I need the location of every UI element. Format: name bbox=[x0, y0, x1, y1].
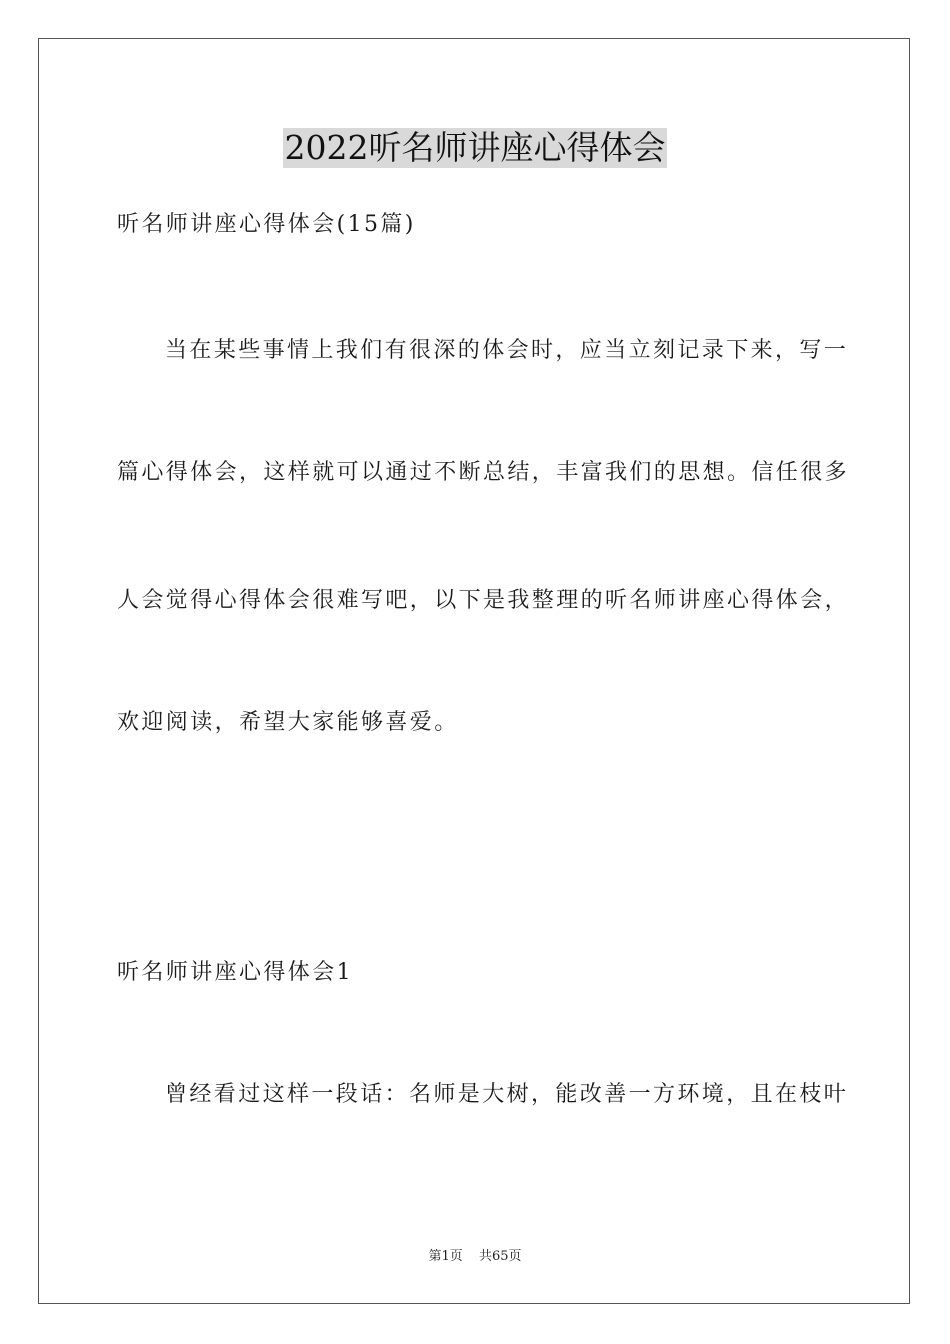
intro-line-4: 欢迎阅读，希望大家能够喜爱。 bbox=[117, 710, 459, 735]
page-footer bbox=[0, 1248, 950, 1266]
document-subtitle: 听名师讲座心得体会(15篇) bbox=[117, 212, 416, 237]
section-heading: 听名师讲座心得体会1 bbox=[117, 960, 353, 985]
page-number: 第1页 bbox=[428, 1249, 463, 1264]
document-title: 2022听名师讲座心得体会 bbox=[284, 128, 666, 167]
section-line-1: 曾经看过这样一段话：名师是大树，能改善一方环境，且在枝叶 bbox=[165, 1082, 849, 1107]
intro-line-2: 篇心得体会，这样就可以通过不断总结，丰富我们的思想。信任很多 bbox=[117, 460, 850, 485]
title-container bbox=[0, 128, 950, 168]
intro-line-1: 当在某些事情上我们有很深的体会时，应当立刻记录下来，写一 bbox=[165, 338, 849, 363]
page-total: 共65页 bbox=[478, 1249, 522, 1264]
intro-line-3: 人会觉得心得体会很难写吧，以下是我整理的听名师讲座心得体会， bbox=[117, 588, 850, 613]
